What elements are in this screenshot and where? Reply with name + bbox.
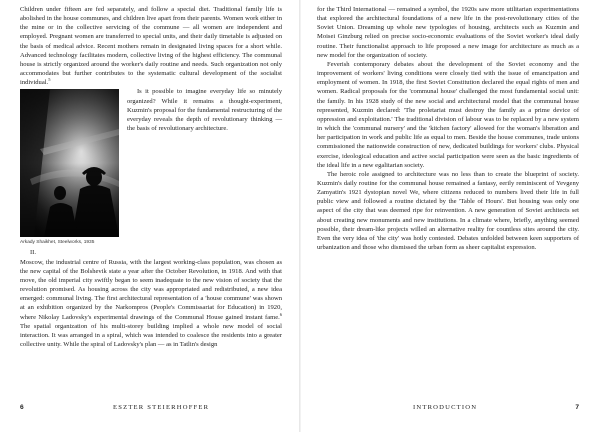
page-number-left: 6 [20,404,24,411]
left-paragraph-1: Children under fifteen are fed separately, and follow a special diet. Traditional family life is abolished in the house communes, and children live apart from their parents. Women work either in the mine or in the collective servicing of the commune — all women are independent and employed. Pregnant women are transferred to special units, and their daily timetable is adjusted on the basis of medical advice. Recent mothers remain in designated living spaces for a short while. Advanced technology facilitates modern, collective living of the highest efficiency. The communal house is strictly organized around the worker's daily routine and needs. Such organization not only accommodates but further contributes to the systematic cultural development of the socialist individual. [20,6,282,87]
running-head-author: ESZTER STEIERHOFFER [113,404,210,411]
section-number: II. [30,249,36,257]
photo-caption: Arkady Shaikhet, Steelworks, 1935 [20,240,95,246]
left-page-text [20,5,282,349]
left-paragraph-1-intro [20,5,282,87]
left-paragraph-3-wrap [20,258,282,350]
running-head-section: INTRODUCTION [413,404,478,411]
footnote-marker-6: 6 [279,311,282,317]
right-paragraph-2: Feverish contemporary debates about the development of the Soviet economy and the improvement of workers' living conditions were closely tied with the issue of emancipation and employment of women. In 1918, the first Soviet Constitution declared the equal rights of men and women. Radical proposals for the 'communal house' challenged the most fundamental social unit: the family. In his 1928 study of the new social and architectural model that the communal house represented, Kuzmin declared: 'The proletariat must destroy the family as a prime device of oppression and exploitation.' The traditional division of labour was to be replaced by a new system in which the 'communal nursery' and the 'kitchen factory' allowed for the woman's liberation and her participation in work and public life as equal to men. Beside the house communes, trade unions commissioned the nationwide construction of new, dedicated buildings for workers' clubs. Physical exercise, ideological education and active social participation were seen as the basic ingredients of the ideal life in a new egalitarian society. [317,60,579,169]
left-paragraph-3-cont: The spatial organization of his multi-storey building implied a whole new model of social interaction. It was arranged in a spiral, which was intended to coalesce the residents into a greater collective unity. While the spiral of Ladovsky's plan — as in Tatlin's design [20,322,282,348]
photo-figure [20,89,119,246]
page-number-right: 7 [575,404,579,411]
right-paragraph-1: for the Third International — remained a symbol, the 1920s saw more utilitarian experimentations that explored the architectural foundations of a new life in the post-revolutionary cities of the Soviet Union. Dreaming up whole new typologies of housing, architects such as Kuzmin and Moisei Ginzburg relied on precise socio-economic evaluations of the Soviet worker's ideal daily routine. Their functionalist approach to life proposed a new image for architecture as much as a new model for the organization of society. [317,6,579,59]
footnote-marker-5: 5 [48,77,51,83]
right-page-text [317,5,579,252]
left-paragraph-3: Moscow, the industrial centre of Russia, with the largest working-class population, was chosen as the new capital of the Bolshevik state a year after the October Revolution, in 1918. And with that move, the old imperial city swiftly began to seem inadequate to the new vision of society that the revolution promised. As housing across the city was appropriated and redistributed, a new idea emerged: communal living. The first architectural representation of a 'house commune' was shown at an exhibition organized by the Narkompros (People's Commissariat for Education) in 1920, where Nikolay Ladovsky's experimental drawings of the Communal House gained instant fame. [20,258,282,321]
steelworks-photo [20,89,119,237]
book-gutter [299,0,301,432]
left-paragraph-2: Is it possible to imagine everyday life so minutely organized? While it remains a thought-experiment, Kuzmin's proposal for the fundamental restructuring of the everyday reveals the depth of revolutionary thinking — the basis of revolutionary architecture. [127,88,282,133]
right-paragraph-3: The heroic role assigned to architecture was no less than to create the blueprint of society. Kuzmin's daily routine for the communal house remained a fantasy, eerily reminiscent of Yevgeny Zamyatin's 1921 dystopian novel We, where citizens reduced to numbers lived their life in full public view and followed a routine dictated by the 'Table of Hours'. But housing was only one aspect of the city that was deemed ripe for reinvention. A new generation of Soviet architects set about creating new monuments and new institutions. In a climate where, briefly, anything seemed possible, their dream-like projects willed an alternative reality for countless sites around the city. Even the very idea of 'the city' was hotly contested. Debates unfolded between keen supporters of urbanization and those who dismissed the urban form as sheer capitalist expression. [317,170,579,252]
